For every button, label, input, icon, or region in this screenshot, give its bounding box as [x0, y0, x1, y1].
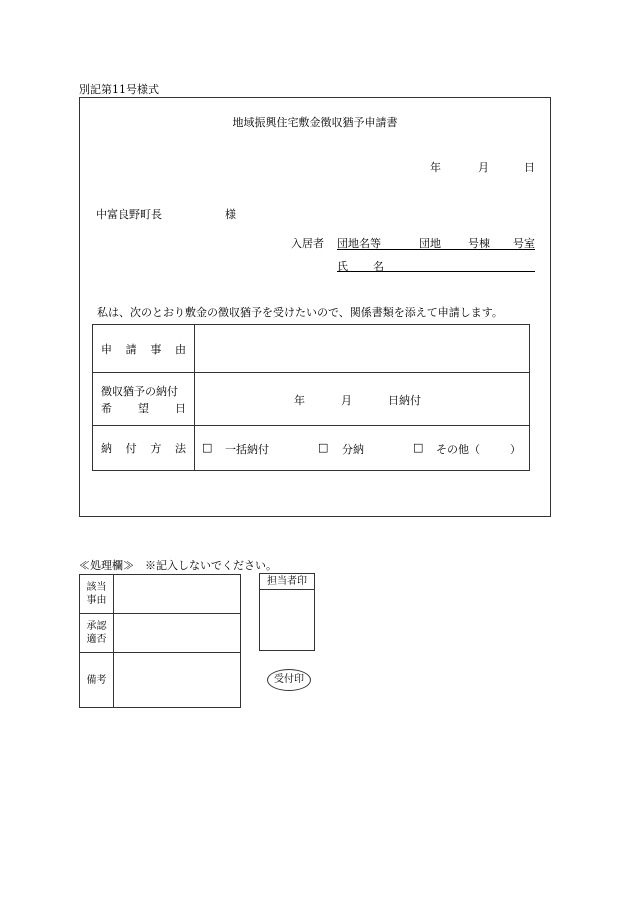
- statement: 私は、次のとおり敷金の徴収猶予を受けたいので、関係書類を添えて申請します。: [97, 306, 503, 319]
- other-close: ）: [510, 443, 521, 456]
- approval-field: [114, 614, 241, 653]
- remarks-label: 備考: [80, 653, 114, 708]
- form-number: 別記第11号様式: [79, 83, 159, 96]
- addressee: 中富良野町長: [96, 208, 162, 221]
- reason-field[interactable]: [195, 325, 530, 373]
- processing-header: ≪処理欄≫ ※記入しないでください。: [79, 559, 277, 572]
- remarks-field: [114, 653, 241, 708]
- name-label-first: 氏: [337, 260, 348, 273]
- due-date-field[interactable]: [195, 373, 530, 426]
- application-table: [92, 324, 530, 471]
- building-label: 号棟: [468, 237, 490, 250]
- address-line[interactable]: [337, 235, 535, 250]
- table-row: [80, 653, 241, 708]
- honorific: 様: [225, 208, 236, 221]
- form-title: 地域振興住宅敷金徴収猶予申請書: [232, 116, 398, 129]
- receipt-seal: 受付印: [267, 669, 311, 691]
- complex-label: 団地: [419, 237, 441, 250]
- date-month-label: 月: [478, 161, 489, 174]
- date-year-label: 年: [430, 161, 441, 174]
- table-row: [93, 325, 530, 373]
- installment-checkbox[interactable]: □: [318, 441, 329, 454]
- lump-sum-checkbox[interactable]: □: [202, 441, 213, 454]
- applicable-reason-field: [114, 575, 241, 614]
- installment-label: 分納: [342, 443, 364, 456]
- method-field: [195, 426, 530, 471]
- complex-name-label: 団地名等: [337, 237, 381, 250]
- staff-seal-box: [259, 573, 315, 651]
- due-day-label: 日納付: [388, 394, 421, 407]
- processing-table: [79, 574, 241, 708]
- table-row: [93, 373, 530, 426]
- table-row: [80, 614, 241, 653]
- due-month-label: 月: [341, 394, 352, 407]
- approval-label: 承認 適否: [80, 614, 114, 653]
- applicable-reason-label: 該当 事由: [80, 575, 114, 614]
- name-line[interactable]: [337, 258, 535, 272]
- other-checkbox[interactable]: □: [413, 441, 424, 454]
- due-year-label: 年: [294, 394, 305, 407]
- table-row: [80, 575, 241, 614]
- name-label-second: 名: [373, 260, 384, 273]
- other-label: その他（: [436, 443, 480, 456]
- due-date-label: 徴収猶予の納付 希 望 日: [93, 373, 195, 426]
- method-label: 納 付 方 法: [93, 426, 195, 471]
- staff-seal-label: 担当者印: [260, 574, 314, 590]
- table-row: [93, 426, 530, 471]
- room-label: 号室: [513, 237, 535, 250]
- date-day-label: 日: [524, 161, 535, 174]
- lump-sum-label: 一括納付: [225, 443, 269, 456]
- tenant-label: 入居者: [291, 237, 324, 250]
- reason-label: 申 請 事 由: [93, 325, 195, 373]
